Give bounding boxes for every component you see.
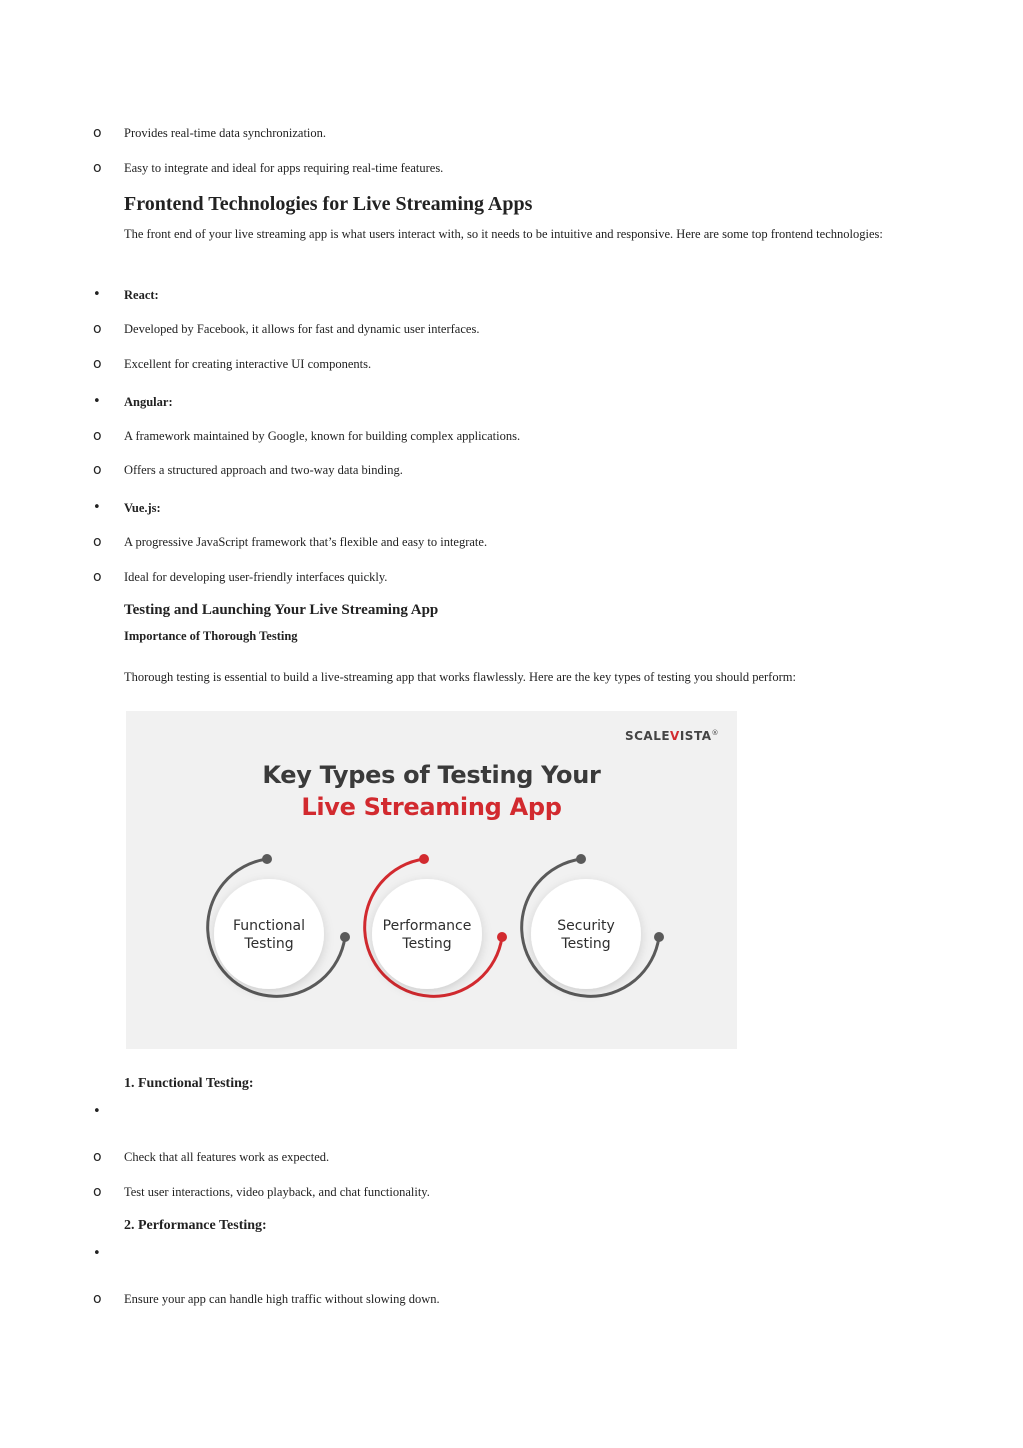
circle-label: Testing [402, 936, 452, 952]
list-item-text: Easy to integrate and ideal for apps requiring real-time features. [124, 161, 444, 175]
heading-performance-testing: 2. Performance Testing: [124, 1218, 267, 1233]
circle-label: Testing [561, 936, 611, 952]
circle-label: Security [557, 918, 615, 934]
heading-functional-testing: 1. Functional Testing: [124, 1076, 254, 1091]
circle-label: Functional [232, 918, 306, 934]
list-item-text: Ensure your app can handle high traffic without slowing down. [124, 1292, 440, 1306]
list-marker: • [93, 1246, 101, 1261]
functional-testing-circle [208, 854, 350, 996]
list-item-label: Angular: [124, 395, 173, 409]
list-marker: • [93, 1104, 101, 1119]
circle-label: Testing [244, 936, 294, 952]
list-item-text: Developed by Facebook, it allows for fast and dynamic user interfaces. [124, 322, 480, 336]
list-item-label: Vue.js: [124, 501, 161, 515]
list-marker: o [93, 321, 102, 337]
section-intro-frontend: The front end of your live streaming app is what users interact with, so it needs to be intuitive and responsive. Here are some top frontend technologies: [124, 227, 883, 241]
list-marker: o [93, 569, 102, 585]
list-marker: o [93, 125, 102, 141]
list-item-label: React: [124, 288, 159, 302]
list-item-text: Check that all features work as expected. [124, 1150, 330, 1164]
list-marker: • [93, 287, 101, 302]
section-heading-frontend: Frontend Technologies for Live Streaming Apps [124, 193, 533, 215]
list-item-text: Test user interactions, video playback, and chat functionality. [124, 1185, 430, 1199]
subheading-thorough-testing: Importance of Thorough Testing [124, 629, 298, 643]
list-item-text: Provides real-time data synchronization. [124, 126, 327, 140]
list-marker: o [93, 534, 102, 550]
section-heading-testing: Testing and Launching Your Live Streaming App [124, 602, 439, 618]
performance-testing-circle [365, 854, 507, 996]
scalevista-logo: SCALEVISTA® [624, 729, 719, 743]
figure-title-line2: Live Streaming App [301, 793, 562, 821]
testing-types-figure [126, 711, 737, 1049]
list-marker: • [93, 394, 101, 409]
list-marker: o [93, 160, 102, 176]
list-marker: o [93, 428, 102, 444]
list-item-text: A progressive JavaScript framework that’s flexible and easy to integrate. [124, 535, 488, 549]
list-marker: • [93, 500, 101, 515]
list-marker: o [93, 1184, 102, 1200]
list-item-text: Ideal for developing user-friendly interfaces quickly. [124, 570, 388, 584]
list-marker: o [93, 1291, 102, 1307]
list-item-text: A framework maintained by Google, known for building complex applications. [124, 429, 521, 443]
section-intro-testing: Thorough testing is essential to build a live-streaming app that works flawlessly. Here are the key types of testing you should perform: [124, 670, 796, 684]
list-marker: o [93, 462, 102, 478]
list-item-text: Offers a structured approach and two-way data binding. [124, 463, 403, 477]
figure-title-line1: Key Types of Testing Your [262, 761, 601, 789]
list-marker: o [93, 1149, 102, 1165]
security-testing-circle [522, 854, 664, 996]
list-marker: o [93, 356, 102, 372]
circle-label: Performance [382, 918, 472, 934]
testing-circles [126, 711, 737, 1049]
list-item-text: Excellent for creating interactive UI components. [124, 357, 372, 371]
